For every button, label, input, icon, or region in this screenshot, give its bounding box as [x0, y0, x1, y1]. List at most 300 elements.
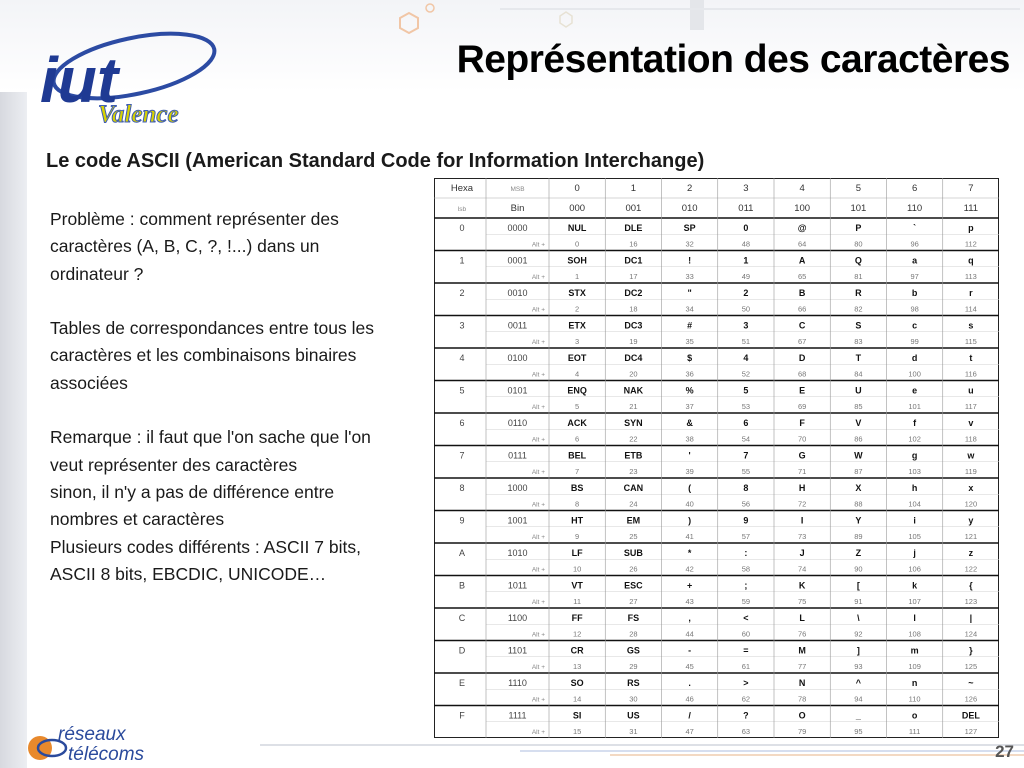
ascii-code-cell: 9: [575, 532, 580, 541]
ascii-code-cell: 32: [685, 239, 694, 249]
body-line: sinon, il n'y a pas de différence entre: [50, 481, 335, 502]
row-bin-label: 0100: [507, 353, 528, 363]
ascii-code-cell: 111: [908, 727, 921, 736]
ascii-code-cell: 59: [741, 597, 751, 606]
ascii-code-cell: 26: [629, 564, 638, 574]
ascii-code-cell: 104: [908, 499, 921, 509]
ascii-char-cell: DLE: [624, 223, 643, 233]
ascii-code-cell: 44: [685, 629, 694, 639]
ascii-code-cell: 10: [572, 564, 582, 574]
ascii-code-cell: 38: [685, 434, 694, 444]
ascii-char-cell: |: [969, 613, 973, 623]
ascii-char-cell: =: [743, 645, 749, 656]
body-line: nombres et caractères: [50, 509, 225, 530]
ascii-char-cell: SOH: [567, 255, 587, 266]
logo-reseaux-text: réseaux: [58, 724, 126, 745]
ascii-code-cell: 42: [685, 564, 694, 574]
ascii-code-cell: 57: [741, 532, 751, 541]
ascii-char-cell: H: [798, 483, 806, 493]
ascii-code-cell: 114: [964, 304, 977, 314]
ascii-code-cell: 105: [908, 532, 921, 541]
body-line: Plusieurs codes différents : ASCII 7 bits,: [50, 536, 361, 557]
ascii-char-cell: S: [855, 320, 862, 331]
ascii-code-cell: 84: [854, 369, 863, 379]
ascii-char-cell: ETX: [568, 320, 586, 331]
ascii-char-cell: b: [911, 288, 918, 298]
ascii-char-cell: !: [688, 255, 692, 266]
ascii-char-cell: SI: [572, 710, 582, 721]
column-hex-header: 1: [630, 183, 637, 194]
ascii-code-cell: 6: [575, 434, 580, 444]
row-bin-label: 0000: [507, 223, 528, 233]
ascii-char-cell: DC4: [624, 353, 643, 363]
ascii-char-cell: SUB: [623, 548, 643, 558]
row-hex-label: 0: [459, 223, 465, 233]
ascii-char-cell: x: [968, 483, 974, 493]
ascii-char-cell: h: [911, 483, 918, 493]
column-bin-header: 001: [625, 203, 642, 214]
ascii-char-cell: y: [968, 515, 974, 526]
ascii-code-cell: 86: [854, 434, 863, 444]
alt-label: Alt +: [531, 436, 545, 444]
ascii-char-cell: FF: [571, 613, 583, 623]
ascii-char-cell: ]: [856, 645, 860, 656]
ascii-code-cell: 82: [854, 304, 863, 314]
ascii-code-cell: 83: [854, 337, 863, 346]
ascii-code-cell: 109: [908, 662, 921, 671]
ascii-char-cell: EM: [626, 515, 641, 526]
paragraph-gap: [50, 397, 440, 424]
ascii-char-cell: NUL: [567, 223, 587, 233]
ascii-char-cell: Y: [855, 515, 862, 526]
ascii-code-cell: 113: [964, 272, 977, 281]
bin-header: Bin: [510, 203, 525, 214]
body-line: caractères (A, B, C, ?, !...) dans un: [50, 236, 320, 257]
ascii-char-cell: O: [798, 710, 806, 721]
ascii-char-cell: EOT: [567, 353, 587, 363]
ascii-code-cell: 116: [964, 369, 977, 379]
ascii-char-cell: ': [688, 450, 691, 461]
ascii-code-cell: 35: [685, 337, 694, 346]
ascii-char-cell: DC1: [624, 255, 643, 266]
ascii-code-cell: 13: [572, 662, 582, 671]
ascii-char-cell: US: [627, 710, 640, 721]
body-line: Remarque : il faut que l'on sache que l'on: [50, 427, 371, 448]
ascii-char-cell: 9: [743, 515, 749, 526]
ascii-code-cell: 100: [908, 369, 921, 379]
ascii-code-cell: 41: [685, 532, 694, 541]
ascii-char-cell: \: [857, 613, 860, 623]
ascii-code-cell: 62: [741, 694, 751, 704]
ascii-code-cell: 4: [575, 369, 580, 379]
ascii-code-cell: 78: [797, 694, 807, 704]
ascii-char-cell: ): [688, 515, 692, 526]
ascii-code-cell: 73: [797, 532, 807, 541]
ascii-char-cell: 1: [743, 255, 749, 266]
ascii-char-cell: (: [688, 483, 692, 493]
ascii-code-cell: 47: [685, 727, 694, 736]
column-bin-header: 110: [907, 203, 923, 214]
ascii-char-cell: GS: [626, 645, 640, 656]
ascii-char-cell: LF: [571, 548, 583, 558]
ascii-char-cell: r: [969, 288, 973, 298]
ascii-code-cell: 95: [854, 727, 863, 736]
ascii-code-cell: 7: [575, 467, 580, 476]
ascii-char-cell: &: [686, 418, 693, 428]
body-line: Tables de correspondances entre tous les: [50, 318, 374, 339]
row-hex-label: 7: [459, 450, 465, 461]
ascii-char-cell: ENQ: [567, 385, 587, 396]
msb-header: MSB: [510, 186, 525, 193]
ascii-code-cell: 76: [797, 629, 807, 639]
column-hex-header: 0: [574, 183, 580, 194]
row-hex-label: 2: [459, 288, 465, 298]
ascii-char-cell: f: [913, 418, 917, 428]
column-bin-header: 000: [569, 203, 586, 214]
row-bin-label: 1110: [508, 678, 527, 688]
ascii-code-cell: 81: [854, 272, 863, 281]
ascii-char-cell: G: [798, 450, 806, 461]
ascii-code-cell: 125: [964, 662, 978, 671]
ascii-code-cell: 72: [797, 499, 807, 509]
ascii-char-cell: %: [685, 385, 694, 396]
ascii-code-cell: 92: [854, 629, 863, 639]
ascii-code-cell: 28: [629, 629, 638, 639]
ascii-code-cell: 58: [741, 564, 751, 574]
ascii-char-cell: C: [798, 320, 806, 331]
ascii-char-cell: P: [855, 223, 862, 233]
column-hex-header: 3: [743, 183, 749, 194]
ascii-char-cell: }: [969, 645, 973, 656]
ascii-char-cell: M: [798, 645, 806, 656]
ascii-code-cell: 68: [797, 369, 807, 379]
ascii-code-cell: 80: [854, 239, 863, 249]
row-bin-label: 0011: [507, 320, 528, 331]
ascii-char-cell: -: [688, 645, 692, 656]
ascii-char-cell: ^: [855, 678, 862, 688]
ascii-code-cell: 89: [854, 532, 863, 541]
ascii-code-cell: 85: [854, 402, 863, 411]
ascii-char-cell: ;: [744, 580, 748, 591]
ascii-char-cell: HT: [571, 515, 584, 526]
ascii-code-cell: 40: [685, 499, 694, 509]
ascii-char-cell: `: [913, 223, 917, 233]
ascii-code-cell: 74: [797, 564, 807, 574]
ascii-char-cell: ESC: [624, 580, 643, 591]
row-hex-label: 5: [459, 385, 465, 396]
ascii-char-cell: A: [798, 255, 806, 266]
ascii-char-cell: I: [800, 515, 804, 526]
alt-label: Alt +: [531, 729, 545, 736]
ascii-code-cell: 60: [741, 629, 751, 639]
ascii-code-cell: 31: [629, 727, 638, 736]
ascii-code-cell: 88: [854, 499, 863, 509]
ascii-code-cell: 69: [797, 402, 807, 411]
column-hex-header: 6: [911, 183, 918, 194]
ascii-code-cell: 99: [910, 337, 919, 346]
ascii-char-cell: q: [968, 255, 974, 266]
ascii-char-cell: 3: [743, 320, 749, 331]
ascii-char-cell: STX: [568, 288, 586, 298]
ascii-char-cell: n: [911, 678, 918, 688]
ascii-code-cell: 119: [964, 467, 977, 476]
ascii-char-cell: VT: [571, 580, 583, 591]
ascii-code-cell: 87: [854, 467, 863, 476]
ascii-char-cell: [: [856, 580, 860, 591]
ascii-code-cell: 49: [741, 272, 751, 281]
ascii-code-cell: 22: [629, 434, 638, 444]
ascii-code-cell: 16: [629, 239, 638, 249]
ascii-char-cell: X: [855, 483, 862, 493]
ascii-char-cell: /: [688, 710, 691, 721]
iut-valence-logo: [34, 22, 224, 132]
column-hex-header: 5: [855, 183, 862, 194]
ascii-char-cell: FS: [627, 613, 640, 623]
ascii-char-cell: RS: [627, 678, 640, 688]
ascii-code-cell: 11: [573, 597, 582, 606]
logo-iut-text: iut: [40, 44, 119, 116]
ascii-code-cell: 1: [575, 272, 580, 281]
ascii-code-cell: 107: [908, 597, 921, 606]
hexa-header: Hexa: [450, 183, 474, 194]
body-line: Problème : comment représenter des: [50, 209, 339, 229]
ascii-code-cell: 112: [964, 239, 977, 249]
ascii-char-cell: ": [687, 288, 692, 298]
ascii-code-cell: 45: [685, 662, 694, 671]
ascii-char-cell: CR: [570, 645, 584, 656]
ascii-code-cell: 17: [629, 272, 638, 281]
row-hex-label: 6: [459, 418, 465, 428]
alt-label: Alt +: [531, 501, 545, 509]
ascii-code-cell: 102: [908, 434, 921, 444]
ascii-char-cell: K: [798, 580, 806, 591]
row-bin-label: 0001: [507, 255, 528, 266]
ascii-code-cell: 34: [685, 304, 694, 314]
ascii-char-cell: SYN: [624, 418, 643, 428]
ascii-code-cell: 14: [572, 694, 582, 704]
ascii-char-cell: ETB: [624, 450, 643, 461]
ascii-code-cell: 79: [797, 727, 807, 736]
ascii-char-cell: u: [968, 385, 974, 396]
left-decorative-strip: [0, 0, 27, 768]
body-line: associées: [50, 372, 128, 393]
ascii-code-cell: 56: [741, 499, 751, 509]
ascii-char-cell: U: [855, 385, 862, 396]
column-hex-header: 7: [968, 183, 974, 194]
body-line: ASCII 8 bits, EBCDIC, UNICODE…: [50, 563, 327, 584]
ascii-char-cell: *: [687, 548, 692, 558]
alt-label: Alt +: [531, 566, 545, 574]
ascii-code-cell: 127: [964, 727, 978, 736]
ascii-char-cell: .: [688, 678, 691, 688]
ascii-char-cell: #: [687, 320, 693, 331]
ascii-char-cell: F: [799, 418, 805, 428]
ascii-char-cell: ~: [968, 678, 974, 688]
ascii-code-cell: 106: [908, 564, 921, 574]
ascii-char-cell: z: [968, 548, 974, 558]
ascii-code-cell: 121: [964, 532, 978, 541]
alt-label: Alt +: [531, 339, 545, 346]
ascii-code-cell: 120: [964, 499, 978, 509]
ascii-char-cell: t: [969, 353, 973, 363]
row-bin-label: 1101: [507, 645, 528, 656]
ascii-char-cell: L: [799, 613, 805, 623]
ascii-char-cell: ?: [743, 710, 749, 721]
ascii-code-cell: 37: [685, 402, 694, 411]
row-hex-label: F: [459, 710, 465, 721]
alt-label: Alt +: [531, 306, 545, 314]
ascii-code-cell: 94: [854, 694, 863, 704]
ascii-char-cell: CAN: [623, 483, 644, 493]
ascii-code-cell: 36: [685, 369, 694, 379]
ascii-char-cell: DC2: [624, 288, 643, 298]
ascii-code-cell: 101: [908, 402, 921, 411]
ascii-char-cell: v: [968, 418, 974, 428]
ascii-char-cell: T: [855, 353, 862, 363]
ascii-char-cell: DC3: [624, 320, 643, 331]
row-hex-label: E: [458, 678, 466, 688]
row-bin-label: 1010: [507, 548, 528, 558]
ascii-char-cell: 4: [743, 353, 749, 363]
reseaux-telecoms-logo: [22, 718, 192, 766]
ascii-code-cell: 19: [629, 337, 638, 346]
alt-label: Alt +: [531, 469, 545, 476]
ascii-char-cell: 8: [743, 483, 749, 493]
ascii-code-cell: 108: [908, 629, 921, 639]
ascii-code-cell: 3: [575, 337, 580, 346]
alt-label: Alt +: [531, 664, 545, 671]
row-hex-label: 3: [459, 320, 465, 331]
ascii-code-cell: 70: [797, 434, 807, 444]
alt-label: Alt +: [531, 404, 545, 411]
ascii-code-cell: 75: [797, 597, 807, 606]
ascii-code-cell: 53: [741, 402, 751, 411]
row-hex-label: 1: [459, 255, 465, 266]
ascii-code-cell: 50: [741, 304, 751, 314]
ascii-code-cell: 25: [629, 532, 638, 541]
row-hex-label: 4: [459, 353, 465, 363]
ascii-code-cell: 110: [908, 694, 921, 704]
row-hex-label: 8: [459, 483, 465, 493]
ascii-code-cell: 117: [964, 402, 977, 411]
ascii-char-cell: 0: [743, 223, 749, 233]
row-bin-label: 1000: [507, 483, 528, 493]
logo-valence-text: Valence: [98, 101, 179, 128]
column-bin-header: 100: [794, 203, 811, 214]
ascii-char-cell: 6: [743, 418, 749, 428]
ascii-char-cell: ,: [688, 613, 691, 623]
ascii-code-cell: 115: [964, 337, 977, 346]
row-hex-label: B: [458, 580, 466, 591]
ascii-code-cell: 91: [854, 597, 863, 606]
slide-title: Représentation des caractères: [456, 38, 1010, 81]
ascii-code-cell: 5: [575, 402, 580, 411]
alt-label: Alt +: [531, 274, 545, 281]
ascii-code-cell: 67: [797, 337, 807, 346]
ascii-char-cell: p: [968, 223, 974, 233]
ascii-char-cell: c: [912, 320, 918, 331]
ascii-char-cell: {: [969, 580, 973, 591]
ascii-char-cell: D: [798, 353, 806, 363]
ascii-code-cell: 24: [629, 499, 638, 509]
ascii-code-cell: 71: [797, 467, 807, 476]
ascii-code-cell: 66: [797, 304, 807, 314]
ascii-code-cell: 2: [575, 304, 580, 314]
ascii-table: [434, 178, 999, 738]
ascii-char-cell: j: [913, 548, 916, 558]
ascii-code-cell: 51: [741, 337, 751, 346]
ascii-table-grid: [434, 178, 999, 738]
ascii-code-cell: 93: [854, 662, 863, 671]
alt-label: Alt +: [531, 241, 545, 249]
ascii-char-cell: DEL: [961, 710, 980, 721]
paragraph-gap: [50, 288, 440, 315]
ascii-code-cell: 118: [964, 434, 977, 444]
ascii-code-cell: 55: [741, 467, 751, 476]
row-bin-label: 1001: [507, 515, 528, 526]
column-hex-header: 4: [799, 183, 805, 194]
ascii-char-cell: V: [855, 418, 862, 428]
row-hex-label: A: [458, 548, 466, 558]
ascii-code-cell: 12: [572, 629, 582, 639]
ascii-char-cell: e: [912, 385, 918, 396]
ascii-code-cell: 122: [964, 564, 978, 574]
body-line: caractères et les combinaisons binaires: [50, 345, 357, 366]
ascii-char-cell: NAK: [623, 385, 644, 396]
row-hex-label: 9: [459, 515, 465, 526]
alt-label: Alt +: [531, 631, 545, 639]
row-bin-label: 1100: [507, 613, 528, 623]
alt-label: Alt +: [531, 599, 545, 606]
ascii-char-cell: l: [913, 613, 916, 623]
row-bin-label: 0010: [507, 288, 528, 298]
ascii-code-cell: 123: [964, 597, 978, 606]
ascii-char-cell: o: [911, 710, 918, 721]
ascii-code-cell: 96: [910, 239, 919, 249]
ascii-char-cell: >: [743, 678, 749, 688]
ascii-code-cell: 77: [797, 662, 807, 671]
ascii-char-cell: BS: [570, 483, 584, 493]
ascii-char-cell: g: [911, 450, 918, 461]
row-bin-label: 0110: [507, 418, 528, 428]
ascii-code-cell: 103: [908, 467, 921, 476]
ascii-code-cell: 43: [685, 597, 694, 606]
slide-subtitle: Le code ASCII (American Standard Code for Information Interchange): [46, 150, 705, 172]
ascii-code-cell: 90: [854, 564, 863, 574]
ascii-code-cell: 63: [741, 727, 751, 736]
body-line: ordinateur ?: [50, 263, 144, 284]
ascii-code-cell: 39: [685, 467, 694, 476]
ascii-char-cell: 5: [743, 385, 749, 396]
ascii-char-cell: w: [967, 450, 975, 461]
ascii-char-cell: SO: [570, 678, 584, 688]
ascii-char-cell: $: [687, 353, 693, 363]
column-hex-header: 2: [686, 183, 693, 194]
alt-label: Alt +: [531, 534, 545, 541]
ascii-char-cell: :: [744, 548, 748, 558]
ascii-char-cell: Z: [855, 548, 862, 558]
ascii-char-cell: 7: [743, 450, 749, 461]
ascii-char-cell: k: [912, 580, 918, 591]
column-bin-header: 011: [738, 203, 754, 214]
ascii-code-cell: 48: [741, 239, 751, 249]
row-bin-label: 0101: [507, 385, 528, 396]
ascii-code-cell: 46: [685, 694, 694, 704]
ascii-code-cell: 64: [797, 239, 807, 249]
ascii-char-cell: i: [913, 515, 916, 526]
ascii-char-cell: <: [743, 613, 749, 623]
ascii-code-cell: 21: [629, 402, 638, 411]
